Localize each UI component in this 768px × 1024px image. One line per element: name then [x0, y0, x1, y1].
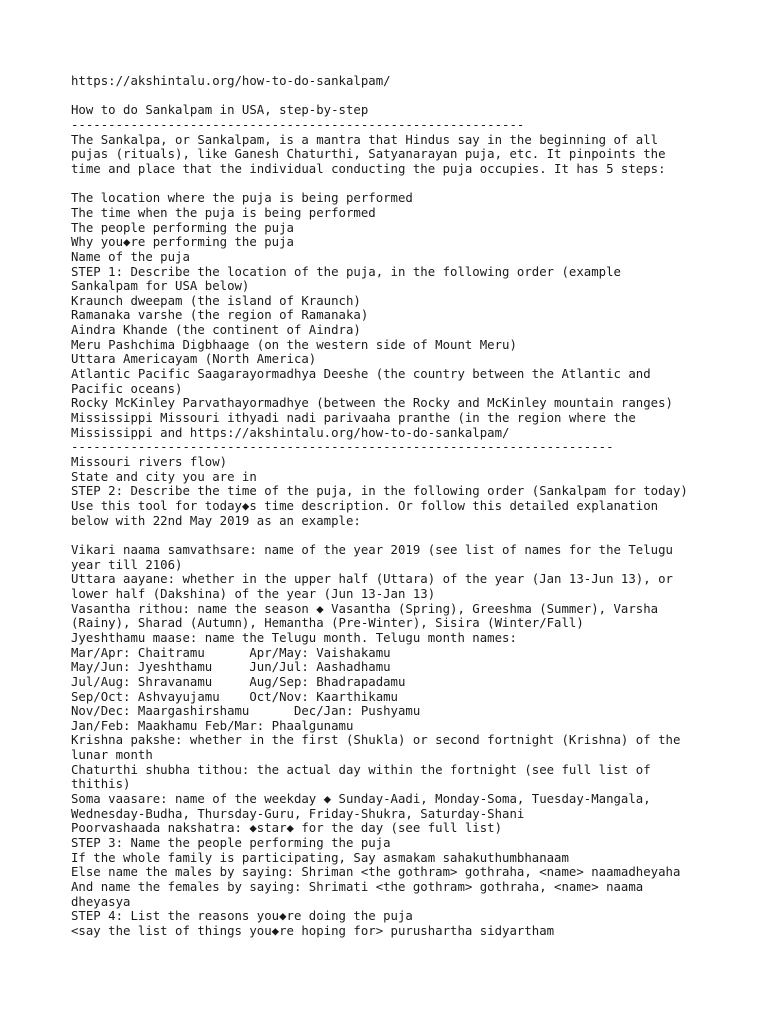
document-line: Aindra Khande (the continent of Aindra): [71, 323, 361, 338]
document-line: STEP 1: Describe the location of the puja, in the following order (example: [71, 264, 621, 279]
document-line: thithis): [71, 777, 131, 792]
document-line: -------------------------------------------------------------: [71, 117, 525, 132]
document-line: Poorvashaada nakshatra: ◆star◆ for the day (see full list): [71, 821, 503, 836]
document-line: How to do Sankalpam in USA, step-by-step: [71, 103, 369, 118]
document-line: pujas (rituals), like Ganesh Chaturthi, Satyanarayan puja, etc. It pinpoints the: [71, 147, 666, 162]
document-line: Ramanaka varshe (the region of Ramanaka): [71, 308, 369, 323]
document-line: Wednesday-Budha, Thursday-Guru, Friday-Shukra, Saturday-Shani: [71, 806, 525, 821]
document-line: Jul/Aug: Shravanamu Aug/Sep: Bhadrapadamu: [71, 674, 406, 689]
document-line: Uttara Americayam (North America): [71, 352, 317, 367]
document-line: Uttara aayane: whether in the upper half (Uttara) of the year (Jan 13-Jun 13), or: [71, 572, 673, 587]
document-line: Vasantha rithou: name the season ◆ Vasantha (Spring), Greeshma (Summer), Varsha: [71, 601, 659, 616]
document-line: [71, 177, 731, 192]
document-line: Rocky McKinley Parvathayormadhye (between the Rocky and McKinley mountain ranges): [71, 396, 673, 411]
document-line: The location where the puja is being performed: [71, 191, 413, 206]
document-line: Krishna pakshe: whether in the first (Shukla) or second fortnight (Krishna) of the: [71, 733, 681, 748]
document-line: Name of the puja: [71, 249, 190, 264]
document-line: lower half (Dakshina) of the year (Jun 13-Jan 13): [71, 586, 436, 601]
document-line: May/Jun: Jyeshthamu Jun/Jul: Aashadhamu: [71, 660, 391, 675]
document-line: lunar month: [71, 748, 153, 763]
document-body: [71, 74, 731, 939]
document-line: Else name the males by saying: Shriman <the gothram> gothraha, <name> naamadheyaha: [71, 865, 681, 880]
document-line: Sep/Oct: Ashvayujamu Oct/Nov: Kaarthikamu: [71, 689, 398, 704]
document-line: (Rainy), Sharad (Autumn), Hemantha (Pre-Winter), Sisira (Winter/Fall): [71, 616, 584, 631]
document-line: The Sankalpa, or Sankalpam, is a mantra that Hindus say in the beginning of all: [71, 132, 659, 147]
document-line: Sankalpam for USA below): [71, 279, 250, 294]
document-line: Nov/Dec: Maargashirshamu Dec/Jan: Pushyamu: [71, 704, 421, 719]
document-line: https://akshintalu.org/how-to-do-sankalpam/: [71, 74, 391, 88]
document-line: Mississippi Missouri ithyadi nadi parivaaha pranthe (in the region where the: [71, 411, 636, 426]
document-line: If the whole family is participating, Say asmakam sahakuthumbhanaam: [71, 850, 569, 865]
document-line: Atlantic Pacific Saagarayormadhya Deeshe (the country between the Atlantic and: [71, 367, 651, 382]
document-line: dheyasya: [71, 894, 131, 909]
document-line: -------------------------------------------------------------------------: [71, 440, 614, 455]
document-line: Soma vaasare: name of the weekday ◆ Sunday-Aadi, Monday-Soma, Tuesday-Mangala,: [71, 792, 651, 807]
document-line: Jan/Feb: Maakhamu Feb/Mar: Phaalgunamu: [71, 718, 354, 733]
document-line: The people performing the puja: [71, 220, 294, 235]
document-line: Why you◆re performing the puja: [71, 235, 294, 250]
document-line: Vikari naama samvathsare: name of the year 2019 (see list of names for the Telugu: [71, 542, 673, 557]
document-line: Mississippi and https://akshintalu.org/how-to-do-sankalpam/: [71, 425, 510, 440]
document-line: Mar/Apr: Chaitramu Apr/May: Vaishakamu: [71, 645, 391, 660]
document-line: STEP 4: List the reasons you◆re doing the puja: [71, 909, 413, 924]
document-line: STEP 3: Name the people performing the puja: [71, 836, 391, 851]
document-line: year till 2106): [71, 557, 183, 572]
document-line: Chaturthi shubha tithou: the actual day within the fortnight (see full list of: [71, 762, 651, 777]
document-line: time and place that the individual conducting the puja occupies. It has 5 steps:: [71, 161, 666, 176]
document-line: Jyeshthamu maase: name the Telugu month. Telugu month names:: [71, 630, 517, 645]
document-line: STEP 2: Describe the time of the puja, in the following order (Sankalpam for today): [71, 484, 688, 499]
document-line: The time when the puja is being performed: [71, 205, 376, 220]
document-line: Meru Pashchima Digbhaage (on the western side of Mount Meru): [71, 337, 517, 352]
document-line: Use this tool for today◆s time description. Or follow this detailed explanation: [71, 499, 659, 513]
document-line: [71, 528, 731, 543]
document-line: And name the females by saying: Shrimati <the gothram> gothraha, <name> naama: [71, 880, 644, 895]
document-line: [71, 89, 731, 104]
document-line: Kraunch dweepam (the island of Kraunch): [71, 293, 361, 308]
document-line: <say the list of things you◆re hoping for> purushartha sidyartham: [71, 924, 555, 939]
document-line: Missouri rivers flow): [71, 455, 228, 470]
document-line: below with 22nd May 2019 as an example:: [71, 513, 361, 528]
document-line: State and city you are in: [71, 469, 257, 484]
document-line: Pacific oceans): [71, 381, 183, 396]
